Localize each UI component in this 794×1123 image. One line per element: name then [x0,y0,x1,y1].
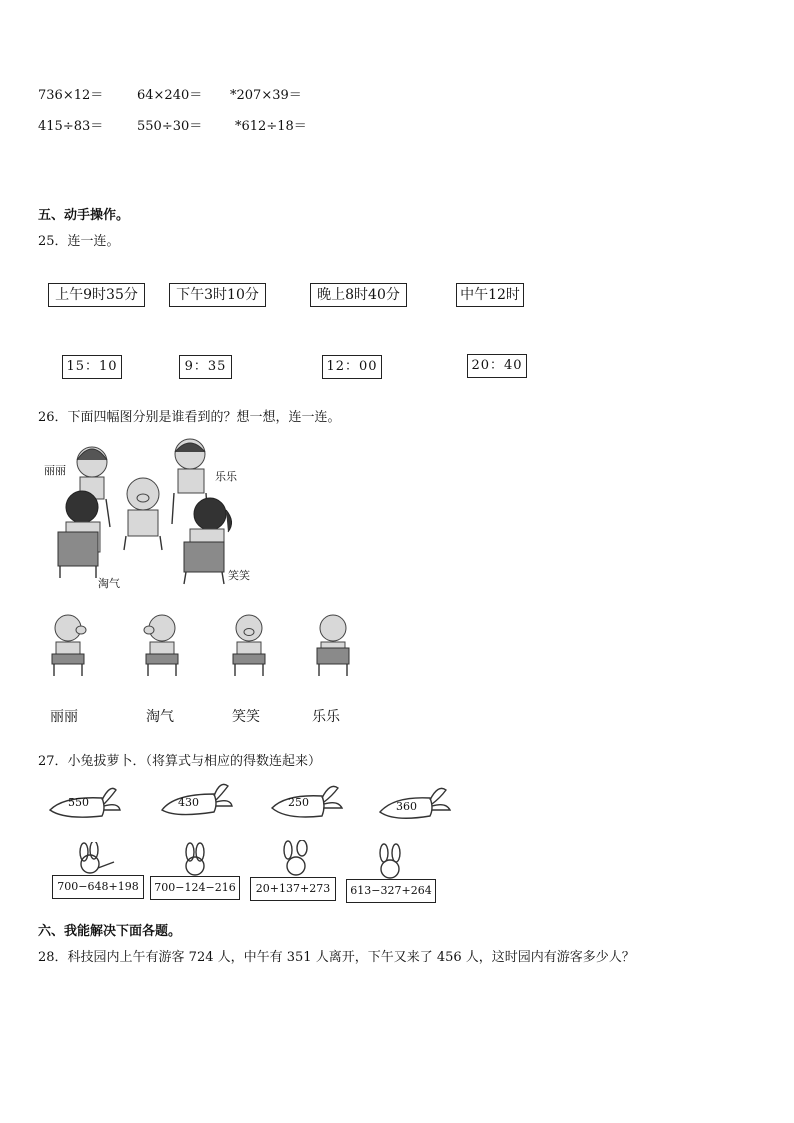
section-5-title: 五、动手操作。 [38,208,130,223]
q28-prompt: 28．科技园内上午有游客 724 人，中午有 351 人离开，下午又来了 456 人，这时园内有游客多少人？ [38,950,635,965]
section-6-title: 六、我能解决下面各题。 [38,924,182,939]
rabbit-icon-2 [176,842,216,876]
scene-label-xiaoxiao: 笑笑 [228,569,250,582]
calc-4: 415÷83＝ [38,119,104,134]
expression-box-2: 700−124−216 [150,876,240,900]
scene-label-taoqi: 淘气 [98,577,120,590]
rabbit-icon-1 [70,842,120,876]
scene-label-lele: 乐乐 [215,470,237,483]
carrot-value-2: 430 [178,796,199,809]
calc-3: *207×39＝ [230,88,302,103]
time-box-2: 下午3时10分 [169,283,266,307]
calc-2: 64×240＝ [137,88,203,103]
clock-box-3: 12：00 [322,355,382,379]
expression-box-1: 700−648+198 [52,875,144,899]
name-label-4: 乐乐 [312,709,340,725]
q25-prompt: 25．连一连。 [38,234,120,249]
expression-box-3: 20+137+273 [250,877,336,901]
carrot-value-3: 250 [288,796,309,809]
clock-box-2: 9：35 [179,355,232,379]
pig-view-front [228,612,270,678]
expression-box-4: 613−327+264 [346,879,436,903]
scene-label-lili: 丽丽 [44,464,66,477]
pig-figure [124,478,162,550]
pig-view-side-right [140,612,182,678]
rabbit-icon-4 [370,843,410,879]
clock-box-4: 20：40 [467,354,527,378]
rabbit-icon-3 [276,840,316,876]
carrot-value-1: 550 [68,796,89,809]
pig-view-side-left [48,612,90,678]
girl-xiaoxiao-figure [184,498,232,584]
time-box-4: 中午12时 [456,283,524,307]
name-label-2: 淘气 [146,709,174,725]
calc-6: *612÷18＝ [235,119,307,134]
calc-5: 550÷30＝ [137,119,203,134]
calc-1: 736×12＝ [38,88,104,103]
name-label-3: 笑笑 [232,709,260,725]
carrot-value-4: 360 [396,800,417,813]
boy-taoqi-figure [58,491,100,578]
pig-view-back [312,612,354,678]
q26-prompt: 26．下面四幅图分别是谁看到的？想一想，连一连。 [38,410,341,425]
q27-prompt: 27．小兔拔萝卜．（将算式与相应的得数连起来） [38,754,322,769]
clock-box-1: 15：10 [62,355,122,379]
scene-illustration [40,432,260,592]
name-label-1: 丽丽 [50,709,78,725]
time-box-3: 晚上8时40分 [310,283,407,307]
time-box-1: 上午9时35分 [48,283,145,307]
